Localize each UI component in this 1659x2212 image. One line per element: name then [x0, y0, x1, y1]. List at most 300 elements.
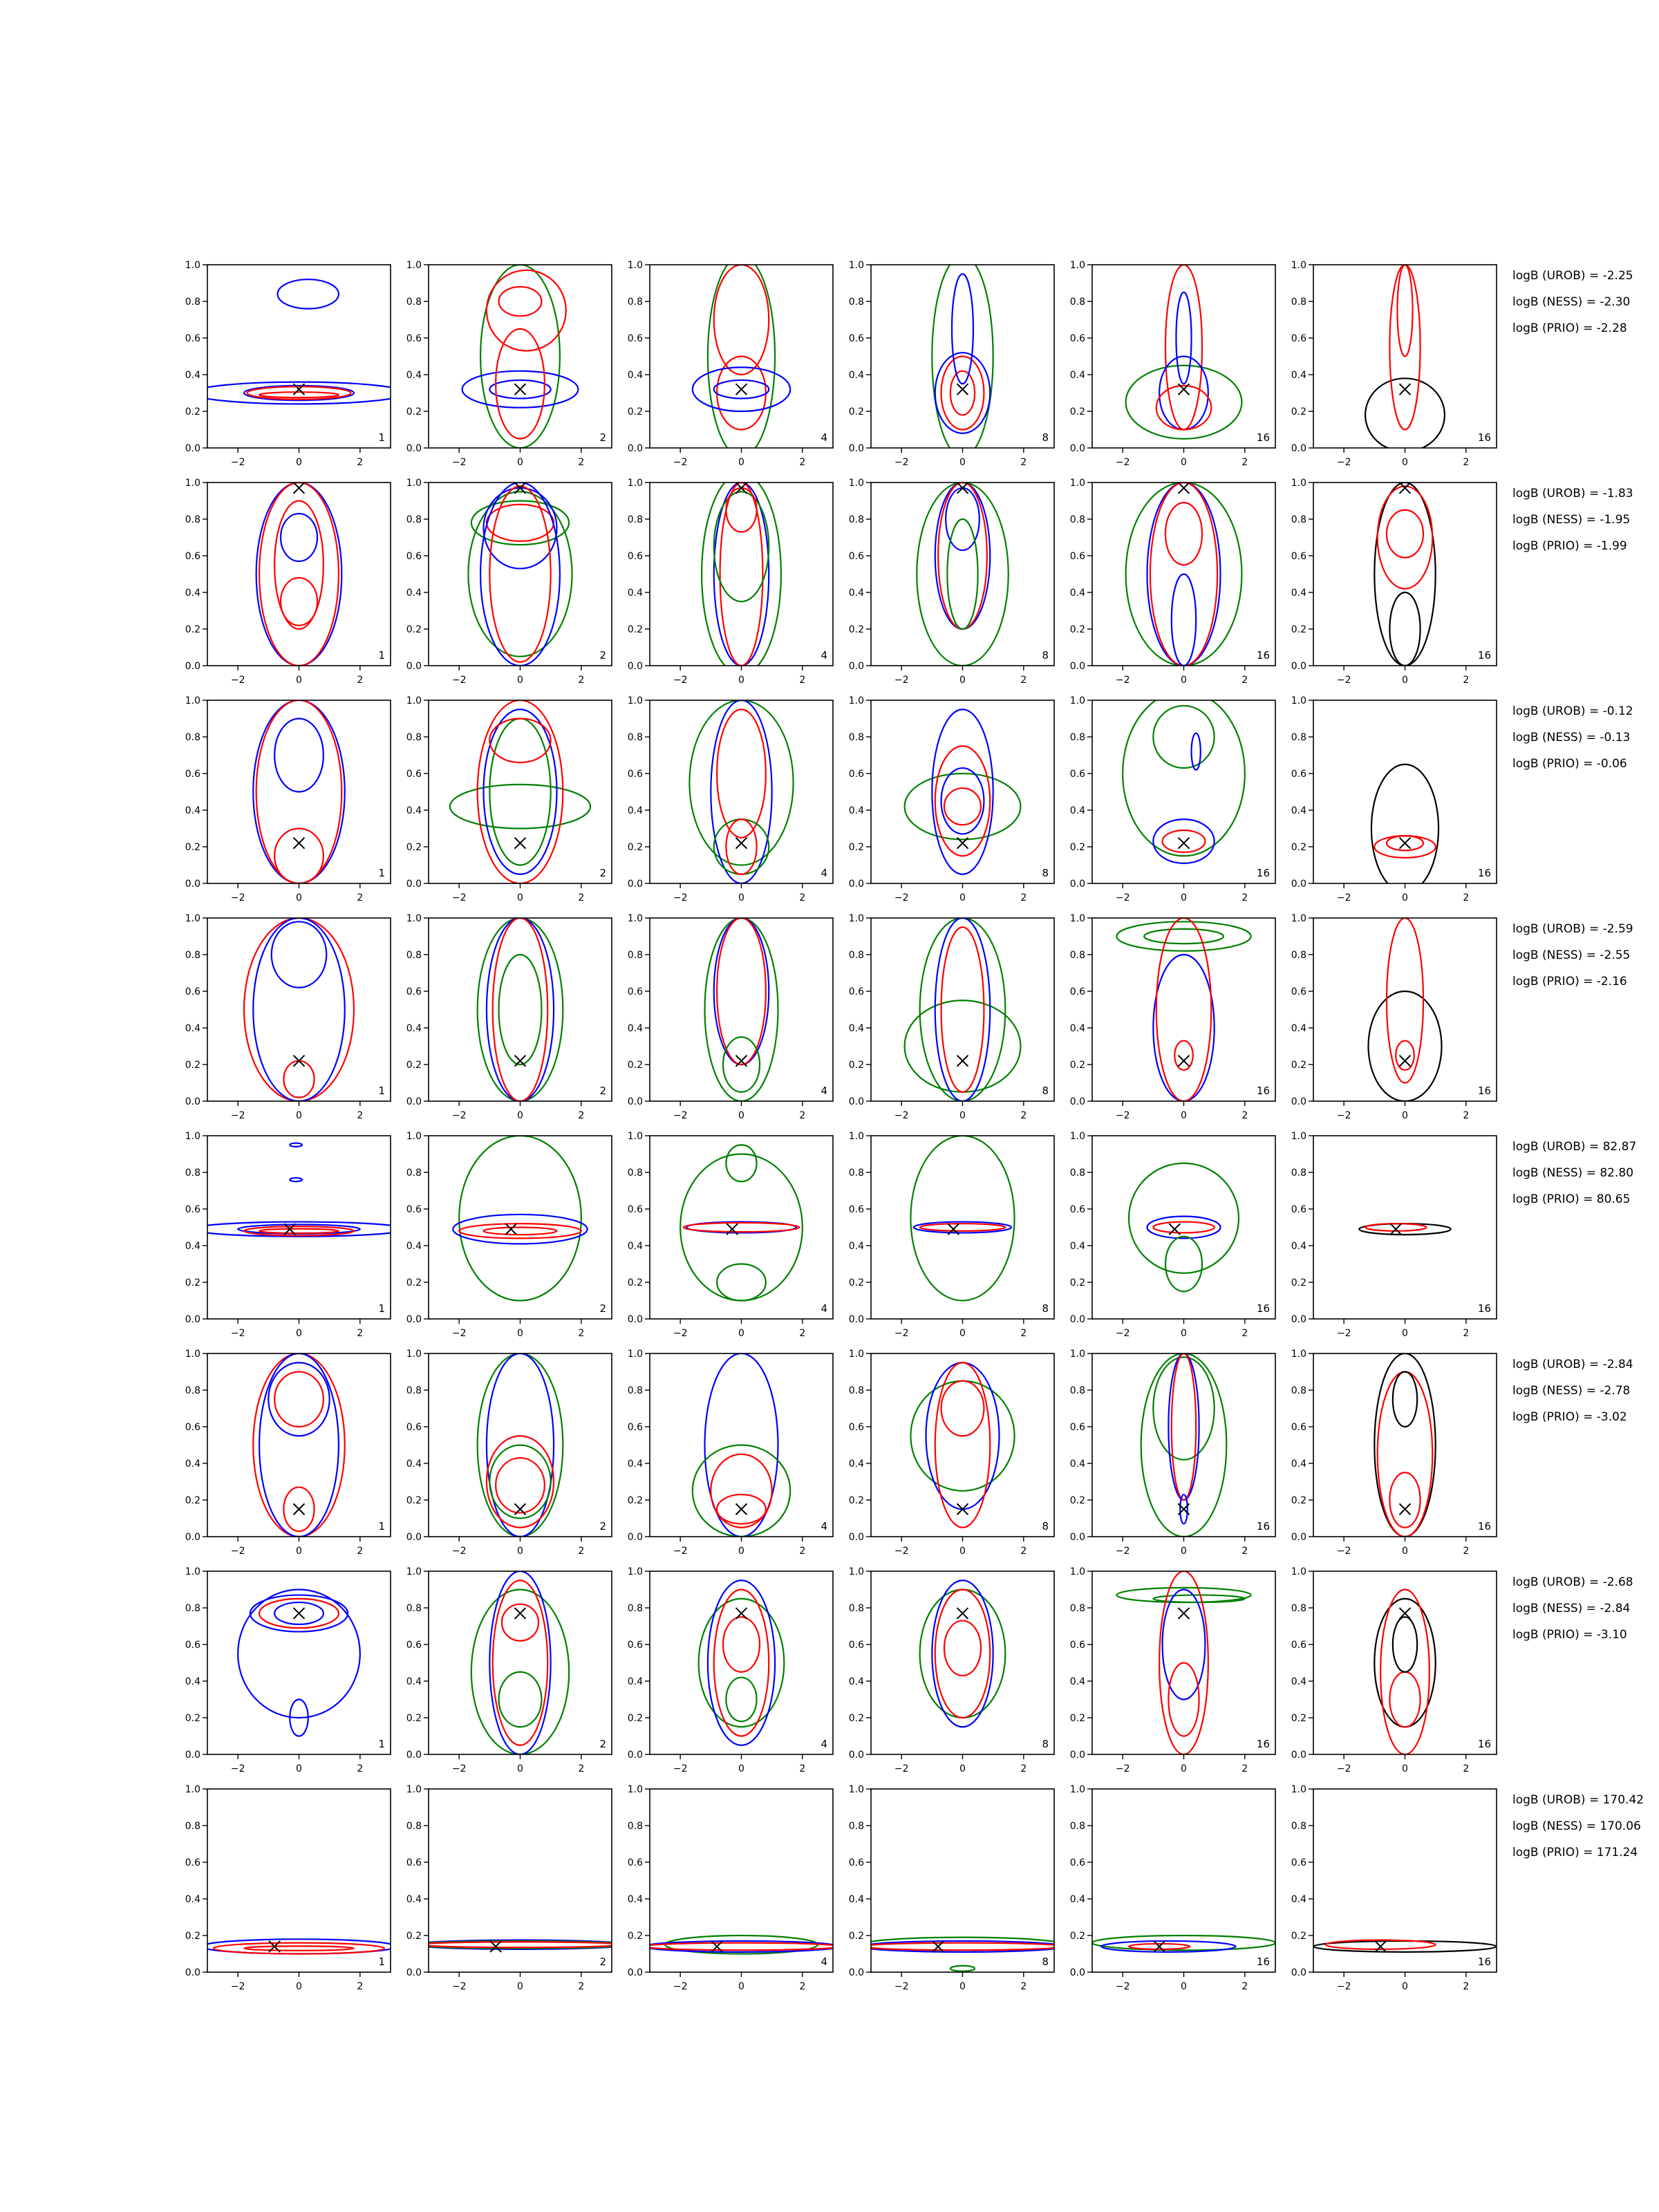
x-tick-label: −2: [894, 1981, 909, 1992]
y-tick-label: 0.4: [185, 1894, 200, 1905]
y-tick-label: 1.0: [848, 1784, 864, 1795]
x-tick-label: 2: [357, 892, 364, 903]
contour-group: [1359, 1224, 1451, 1235]
y-tick-label: 0.0: [1291, 1967, 1306, 1978]
y-tick-label: 0.6: [406, 333, 422, 344]
y-tick-label: 1.0: [627, 260, 643, 271]
y-tick-label: 0.6: [627, 1422, 643, 1433]
panel-r1-c5: [1070, 260, 1275, 468]
x-tick-label: 0: [517, 1328, 523, 1339]
y-tick-label: 0.8: [1291, 1603, 1306, 1614]
y-tick-label: 0.0: [1069, 661, 1085, 672]
contour-red: [1397, 265, 1412, 357]
y-tick-label: 0.4: [627, 1241, 643, 1252]
x-tick-label: 0: [1402, 1981, 1408, 1992]
axes-frame: [871, 482, 1054, 666]
x-tick-label: −2: [673, 1328, 688, 1339]
contour-green: [1165, 1237, 1202, 1292]
x-tick-label: −2: [673, 1763, 688, 1774]
contour-group: [413, 1940, 627, 1949]
y-tick-label: 0.8: [627, 1603, 643, 1614]
contour-group: [910, 1362, 1014, 1528]
y-tick-label: 0.4: [848, 1023, 864, 1034]
y-tick-label: 0.0: [406, 1532, 422, 1543]
x-tick-label: −2: [1336, 1328, 1351, 1339]
panel-label: 2: [599, 649, 606, 662]
truth-marker: [1179, 1608, 1190, 1619]
y-tick-label: 0.2: [627, 1931, 643, 1942]
contour-red: [1156, 386, 1212, 430]
panel-r2-c5: [1070, 478, 1275, 686]
x-tick-label: 2: [578, 1763, 585, 1774]
contour-group: [644, 1936, 839, 1954]
contour-green: [717, 1264, 766, 1301]
contour-green: [480, 265, 560, 448]
contour-group: [468, 482, 572, 666]
contour-red: [502, 1604, 538, 1641]
contour-group: [1365, 265, 1445, 451]
x-tick-label: −2: [673, 1110, 688, 1121]
y-tick-label: 1.0: [627, 913, 643, 924]
y-tick-label: 0.0: [1291, 661, 1306, 672]
x-tick-label: 2: [1463, 1981, 1470, 1992]
contour-group: [702, 474, 781, 675]
logb-urob: logB (UROB) = -2.84: [1512, 1358, 1633, 1371]
x-tick-label: 2: [799, 675, 806, 686]
y-tick-label: 0.8: [848, 732, 864, 743]
contour-group: [699, 1580, 785, 1745]
y-tick-label: 0.0: [627, 1314, 643, 1325]
y-tick-label: 1.0: [1069, 1131, 1085, 1142]
y-tick-label: 0.2: [406, 842, 422, 853]
y-tick-label: 0.8: [1291, 514, 1306, 525]
logb-prio: logB (PRIO) = -3.10: [1512, 1628, 1627, 1642]
y-tick-label: 0.6: [848, 1422, 864, 1433]
x-tick-label: 0: [1402, 892, 1408, 903]
contour-green: [468, 491, 572, 657]
panel-r1-c4: [849, 256, 1054, 468]
panel-label: 16: [1477, 1956, 1491, 1968]
x-tick-label: −2: [1115, 1981, 1130, 1992]
y-tick-label: 0.6: [1291, 333, 1306, 344]
panel-label: 4: [821, 431, 827, 444]
axes-frame: [207, 1136, 391, 1319]
x-tick-label: 0: [738, 1110, 744, 1121]
y-tick-label: 0.6: [1069, 1204, 1085, 1215]
axes-frame: [1092, 918, 1275, 1101]
contour-group: [256, 482, 342, 666]
contour-group: [680, 1145, 803, 1300]
y-tick-label: 0.4: [848, 1241, 864, 1252]
y-tick-label: 1.0: [1291, 1131, 1306, 1142]
y-tick-label: 0.4: [406, 805, 422, 816]
panel-r2-c4: [849, 478, 1054, 686]
contour-blue: [453, 1215, 587, 1244]
contour-red: [489, 486, 550, 662]
contour-blue: [935, 353, 991, 433]
x-tick-label: −2: [1115, 457, 1130, 468]
x-tick-label: 0: [738, 1546, 744, 1557]
contour-green: [714, 491, 769, 601]
y-tick-label: 0.2: [627, 1277, 643, 1288]
x-tick-label: −2: [451, 1328, 467, 1339]
y-tick-label: 0.2: [185, 1060, 200, 1071]
panel-r2-c2: [406, 478, 612, 686]
contour-red: [496, 329, 545, 439]
contour-blue: [1159, 357, 1208, 430]
contour-red: [941, 357, 984, 430]
y-tick-label: 0.2: [1069, 1277, 1085, 1288]
panel-label: 1: [378, 1085, 385, 1097]
y-tick-label: 0.8: [627, 1168, 643, 1179]
y-tick-label: 0.8: [627, 732, 643, 743]
x-tick-label: −2: [894, 892, 909, 903]
truth-marker: [736, 384, 747, 395]
y-tick-label: 0.0: [848, 1096, 864, 1107]
y-tick-label: 1.0: [627, 478, 643, 489]
y-tick-label: 0.2: [185, 624, 200, 635]
axes-frame: [207, 918, 391, 1101]
y-tick-label: 0.8: [1291, 950, 1306, 961]
panel-r6-c5: [1070, 1349, 1275, 1557]
panel-r4-c5: [1070, 913, 1275, 1121]
y-tick-label: 0.6: [406, 1422, 422, 1433]
panel-r2-c1: [185, 478, 391, 686]
axes-frame: [429, 265, 612, 448]
contour-red: [244, 918, 354, 1101]
y-tick-label: 0.6: [848, 333, 864, 344]
x-tick-label: 2: [578, 892, 585, 903]
truth-marker: [1375, 1941, 1386, 1952]
panel-label: 1: [378, 649, 385, 662]
contour-blue: [1172, 574, 1196, 666]
contour-group: [1313, 1940, 1497, 1952]
y-tick-label: 0.8: [1069, 732, 1085, 743]
contour-green: [905, 1000, 1021, 1092]
contour-group: [453, 1136, 587, 1301]
y-tick-label: 0.4: [627, 1459, 643, 1470]
contour-green: [905, 774, 1021, 839]
y-tick-label: 1.0: [185, 1566, 200, 1577]
y-tick-label: 1.0: [1069, 695, 1085, 706]
x-tick-label: 2: [578, 1110, 585, 1121]
y-tick-label: 0.0: [1291, 1750, 1306, 1761]
contour-group: [905, 918, 1021, 1101]
contour-group: [192, 279, 406, 404]
y-tick-label: 0.0: [185, 661, 200, 672]
y-tick-label: 0.4: [848, 805, 864, 816]
y-tick-label: 0.4: [1291, 588, 1306, 599]
axes-frame: [650, 700, 833, 883]
panel-label: 16: [1477, 1738, 1491, 1750]
contour-red: [935, 1362, 991, 1528]
contour-red: [487, 505, 554, 541]
contour-red: [726, 488, 756, 532]
y-tick-label: 0.4: [406, 370, 422, 381]
y-tick-label: 0.6: [848, 769, 864, 780]
panel-r2-c6: [1291, 478, 1497, 686]
contour-red: [723, 1617, 760, 1672]
panel-label: 4: [821, 1956, 827, 1968]
y-tick-label: 0.0: [185, 443, 200, 454]
logb-prio: logB (PRIO) = -0.06: [1512, 757, 1627, 771]
contour-group: [1092, 1936, 1275, 1952]
y-tick-label: 0.0: [627, 1967, 643, 1978]
panel-r5-c5: [1070, 1131, 1275, 1339]
panel-r4-c4: [849, 913, 1054, 1121]
x-tick-label: 0: [1402, 1763, 1408, 1774]
y-tick-label: 0.8: [1069, 297, 1085, 308]
x-tick-label: 2: [357, 675, 364, 686]
logb-prio: logB (PRIO) = -2.28: [1512, 321, 1627, 335]
x-tick-label: 0: [1402, 1110, 1408, 1121]
logb-prio: logB (PRIO) = -2.16: [1512, 975, 1627, 988]
y-tick-label: 0.4: [406, 588, 422, 599]
contour-red: [1165, 265, 1202, 430]
y-tick-label: 1.0: [848, 478, 864, 489]
logb-ness: logB (NESS) = -0.13: [1512, 731, 1631, 744]
panel-r7-c6: [1291, 1566, 1497, 1774]
x-tick-label: 2: [1241, 1763, 1248, 1774]
contour-red: [717, 709, 766, 838]
y-tick-label: 0.0: [1291, 443, 1306, 454]
y-tick-label: 0.4: [185, 805, 200, 816]
y-tick-label: 0.8: [848, 1385, 864, 1396]
y-tick-label: 0.8: [185, 297, 200, 308]
axes-frame: [429, 1789, 612, 1972]
panel-r8-c3: [628, 1784, 839, 1992]
y-tick-label: 1.0: [627, 695, 643, 706]
axes-frame: [871, 1136, 1054, 1319]
y-tick-label: 0.0: [848, 1750, 864, 1761]
y-tick-label: 0.0: [406, 1750, 422, 1761]
x-tick-label: 2: [578, 1546, 585, 1557]
logb-urob: logB (UROB) = -2.59: [1512, 922, 1633, 936]
contour-red: [1389, 1472, 1420, 1528]
y-tick-label: 0.2: [848, 406, 864, 418]
x-tick-label: 0: [517, 892, 523, 903]
x-tick-label: 0: [1181, 1110, 1187, 1121]
y-tick-label: 0.2: [848, 1495, 864, 1506]
x-tick-label: −2: [230, 892, 245, 903]
panel-r8-c6: [1291, 1784, 1497, 1992]
panel-r5-c2: [406, 1131, 612, 1339]
contour-green: [714, 819, 769, 874]
panel-r6-c1: [185, 1349, 391, 1557]
truth-marker: [1400, 482, 1411, 494]
x-tick-label: −2: [673, 675, 688, 686]
panel-r3-c5: [1070, 691, 1275, 903]
truth-marker: [515, 384, 526, 395]
contour-red: [1389, 265, 1420, 430]
x-tick-label: 2: [578, 675, 585, 686]
contour-blue: [932, 1580, 993, 1727]
contour-blue: [714, 918, 769, 1065]
y-tick-label: 0.8: [406, 297, 422, 308]
x-tick-label: −2: [230, 1763, 245, 1774]
contour-red: [274, 829, 324, 884]
y-tick-label: 0.6: [1069, 1857, 1085, 1868]
y-tick-label: 0.2: [848, 1060, 864, 1071]
x-tick-label: 0: [959, 1110, 966, 1121]
contour-group: [471, 1571, 569, 1754]
y-tick-label: 0.2: [1069, 1060, 1085, 1071]
panel-label: 4: [821, 1085, 827, 1097]
y-tick-label: 0.2: [406, 1931, 422, 1942]
y-tick-label: 0.6: [406, 1640, 422, 1651]
axes-frame: [650, 1789, 833, 1972]
panel-r5-c1: [185, 1131, 406, 1339]
y-tick-label: 0.6: [185, 1422, 200, 1433]
y-tick-label: 0.2: [1291, 1277, 1306, 1288]
truth-marker: [515, 1608, 526, 1619]
contour-red: [717, 918, 766, 1065]
panel-r1-c3: [628, 256, 833, 468]
contour-green: [910, 1136, 1014, 1301]
y-tick-label: 0.4: [1291, 805, 1306, 816]
y-tick-label: 0.4: [1069, 1459, 1085, 1470]
y-tick-label: 1.0: [1291, 1349, 1306, 1360]
y-tick-label: 0.8: [406, 514, 422, 525]
panel-r6-c2: [406, 1349, 612, 1557]
logb-urob: logB (UROB) = -0.12: [1512, 704, 1633, 718]
panel-r4-c1: [185, 913, 391, 1121]
x-tick-label: −2: [894, 1546, 909, 1557]
y-tick-label: 0.8: [848, 1168, 864, 1179]
axes-frame: [429, 482, 612, 666]
contour-group: [689, 700, 793, 883]
x-tick-label: 0: [1402, 1328, 1408, 1339]
contour-green: [499, 955, 542, 1065]
truth-marker: [736, 1503, 747, 1515]
x-tick-label: −2: [894, 457, 909, 468]
panel-label: 16: [1256, 1520, 1270, 1533]
y-tick-label: 0.6: [1069, 986, 1085, 997]
logb-urob: logB (UROB) = -1.83: [1512, 487, 1633, 500]
panel-label: 2: [599, 1520, 606, 1533]
y-tick-label: 0.6: [627, 333, 643, 344]
contour-red: [493, 918, 548, 1101]
y-tick-label: 0.6: [1291, 769, 1306, 780]
x-tick-label: −2: [894, 1328, 909, 1339]
y-tick-label: 0.6: [848, 551, 864, 562]
x-tick-label: 2: [1020, 457, 1027, 468]
y-tick-label: 0.0: [185, 879, 200, 890]
y-tick-label: 0.6: [406, 769, 422, 780]
panel-r8-c4: [849, 1784, 1064, 1992]
axes-frame: [871, 1789, 1054, 1972]
y-tick-label: 0.8: [1291, 1821, 1306, 1832]
panel-r3-c4: [849, 695, 1054, 903]
x-tick-label: −2: [673, 457, 688, 468]
x-tick-label: 0: [296, 675, 302, 686]
x-tick-label: 0: [738, 1763, 744, 1774]
y-tick-label: 1.0: [848, 913, 864, 924]
y-tick-label: 0.6: [1291, 986, 1306, 997]
contour-group: [693, 256, 790, 458]
contour-group: [705, 918, 778, 1101]
y-tick-label: 0.2: [185, 406, 200, 418]
y-tick-label: 0.4: [627, 588, 643, 599]
y-tick-label: 0.4: [1291, 1023, 1306, 1034]
x-tick-label: 0: [959, 1328, 966, 1339]
panel-r8-c2: [406, 1784, 627, 1992]
x-tick-label: 2: [1463, 1546, 1470, 1557]
y-tick-label: 0.2: [1069, 406, 1085, 418]
contour-group: [201, 1939, 397, 1953]
x-tick-label: −2: [1115, 675, 1130, 686]
contour-red: [1165, 503, 1202, 565]
y-tick-label: 0.0: [627, 443, 643, 454]
contour-red: [726, 819, 756, 874]
x-tick-label: 0: [296, 1763, 302, 1774]
contour-group: [1123, 691, 1245, 863]
y-tick-label: 0.8: [1069, 1603, 1085, 1614]
y-tick-label: 0.6: [406, 986, 422, 997]
y-tick-label: 0.6: [1291, 551, 1306, 562]
contour-group: [192, 1143, 406, 1237]
x-tick-label: −2: [1115, 1328, 1130, 1339]
x-tick-label: 0: [1402, 457, 1408, 468]
y-tick-label: 0.4: [1069, 805, 1085, 816]
contour-red: [862, 1943, 1064, 1951]
x-tick-label: 2: [1463, 1110, 1470, 1121]
y-tick-label: 0.0: [848, 879, 864, 890]
panel-r5-c4: [849, 1131, 1054, 1339]
contour-red: [1396, 1041, 1414, 1070]
x-tick-label: −2: [673, 892, 688, 903]
y-tick-label: 0.0: [627, 1096, 643, 1107]
x-tick-label: −2: [451, 1763, 467, 1774]
x-tick-label: −2: [673, 1546, 688, 1557]
truth-marker: [294, 1608, 305, 1619]
y-tick-label: 0.6: [848, 986, 864, 997]
panel-label: 8: [1042, 1302, 1049, 1315]
contour-red: [274, 501, 324, 630]
contour-group: [1129, 1163, 1239, 1292]
x-tick-label: 2: [357, 1328, 364, 1339]
y-tick-label: 1.0: [406, 478, 422, 489]
contour-green: [950, 1966, 975, 1971]
x-tick-label: 2: [1020, 892, 1027, 903]
y-tick-label: 0.6: [185, 1857, 200, 1868]
y-tick-label: 0.8: [406, 1168, 422, 1179]
contour-red: [1156, 918, 1212, 1101]
truth-marker: [1400, 838, 1411, 849]
panel-label: 16: [1477, 1085, 1491, 1097]
x-tick-label: 2: [799, 1546, 806, 1557]
y-tick-label: 0.4: [848, 588, 864, 599]
x-tick-label: 2: [1020, 675, 1027, 686]
y-tick-label: 0.4: [1291, 1894, 1306, 1905]
contour-group: [244, 918, 354, 1101]
panel-r8-c5: [1070, 1784, 1275, 1992]
panel-label: 8: [1042, 649, 1049, 662]
y-tick-label: 0.4: [1069, 370, 1085, 381]
y-tick-label: 0.6: [627, 986, 643, 997]
y-tick-label: 0.0: [627, 879, 643, 890]
contour-black: [1313, 1941, 1497, 1952]
y-tick-label: 0.2: [185, 1931, 200, 1942]
panel-r5-c6: [1291, 1131, 1497, 1339]
y-tick-label: 0.8: [848, 297, 864, 308]
x-tick-label: 0: [959, 675, 966, 686]
contour-blue: [487, 918, 554, 1101]
y-tick-label: 0.2: [1291, 1495, 1306, 1506]
axes-frame: [871, 918, 1054, 1101]
y-tick-label: 0.6: [627, 1204, 643, 1215]
y-tick-label: 0.0: [185, 1532, 200, 1543]
